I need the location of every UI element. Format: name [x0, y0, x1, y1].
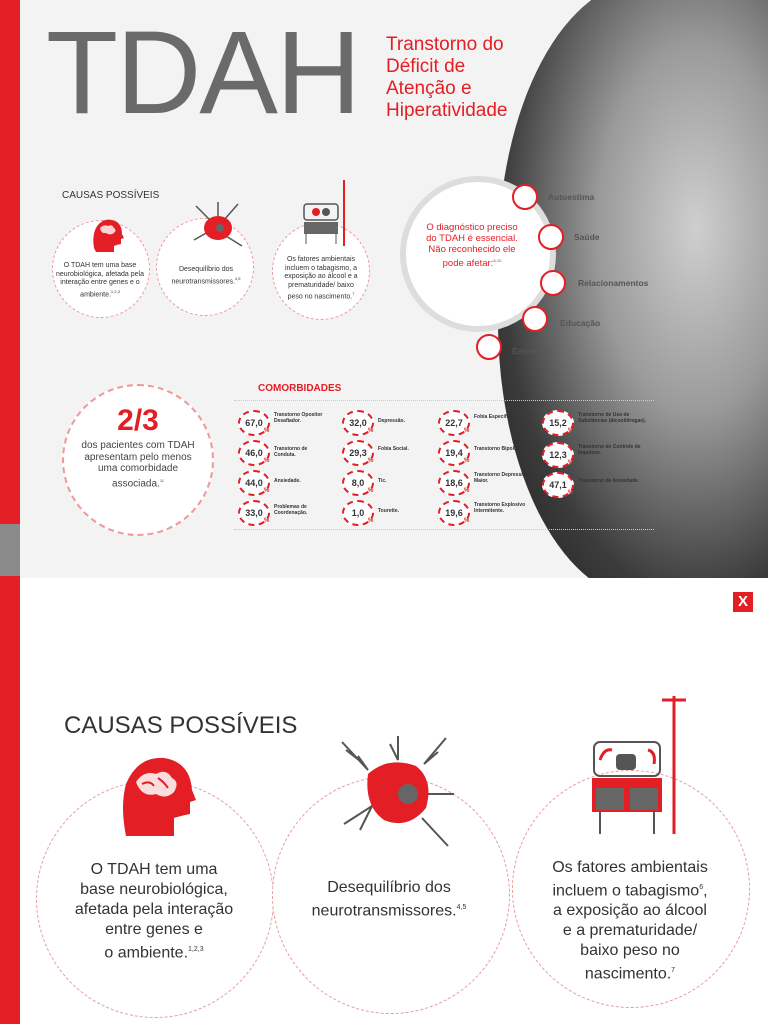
comorbidade-value: 33,0 [238, 500, 270, 526]
page-title: TDAH [46, 7, 360, 139]
causa-text-1: O TDAH tem uma base neurobiológica, afetada pela interação entre genes e o ambiente.$^{1,2,3}$ [74, 861, 234, 962]
pct-symbol: % [264, 458, 270, 464]
effect-label-relacionamentos: Relacionamentos [578, 278, 649, 288]
incubator-icon [300, 180, 356, 250]
comorbidade-label: Transtorno de Uso de Substâncias (álcool/drogas). [578, 412, 647, 424]
brand-sidebar [0, 0, 20, 1024]
causas-mini-heading: CAUSAS POSSÍVEIS [62, 190, 160, 201]
comorbidade-label: Tic. [378, 478, 387, 484]
causa-text-3: Os fatores ambientais incluem o tabagismo$^6$, a exposição ao álcool e a prematuridade/ baixo peso no nascimento.$^7$ [552, 859, 708, 983]
comorbidades-title: COMORBIDADES [258, 383, 342, 394]
pct-symbol: % [464, 488, 470, 494]
neuron-icon [338, 734, 458, 854]
causas-heading: CAUSAS POSSÍVEIS [64, 712, 298, 739]
pct-symbol: % [368, 458, 374, 464]
heart-icon [540, 270, 566, 296]
comorbidade-label: Fobia Social. [378, 446, 409, 452]
effect-label-autoestima: Autoestima [548, 192, 595, 202]
comorbidade-value: 19,6 [438, 500, 470, 526]
comorbidade-label: Transtorno de Controle de Impulsos. [578, 444, 641, 456]
comorbidade-value: 8,0 [342, 470, 374, 496]
comorbidade-label: Ansiedade. [274, 478, 301, 484]
effect-label-emprego: Emprego [512, 346, 549, 356]
effect-label-educacao: Educação [560, 318, 601, 328]
worker-icon [476, 334, 502, 360]
incubator-icon [590, 694, 690, 844]
comorbidade-label: Fobia Específica. [474, 414, 515, 420]
pct-symbol: % [464, 428, 470, 434]
comorbidade-label: Transtorno Explosivo Intermitente. [474, 502, 526, 514]
pct-symbol: % [368, 518, 374, 524]
brain-head-icon [86, 214, 126, 254]
comorbidade-value: 29,3 [342, 440, 374, 466]
effect-label-saude: Saúde [574, 232, 600, 242]
comorbidade-label: Transtorno Bipolar. [474, 446, 520, 452]
comorbidade-value: 32,0 [342, 410, 374, 436]
pct-symbol: % [368, 428, 374, 434]
scroll-tab[interactable] [0, 524, 20, 576]
pct-symbol: % [568, 428, 574, 434]
pct-symbol: % [568, 490, 574, 496]
pct-symbol: % [264, 428, 270, 434]
causa-mini-text-3: Os fatores ambientais incluem o tabagismo, a exposição ao álcool e a prematuridade/ baixo peso no nascimento.$^7$ [284, 256, 358, 301]
pct-symbol: % [368, 488, 374, 494]
comorbidade-value: 44,0 [238, 470, 270, 496]
close-button[interactable]: X [733, 592, 753, 612]
pct-symbol: % [568, 460, 574, 466]
health-icon [538, 224, 564, 250]
page-subtitle: Transtorno do Déficit de Atenção e Hiperatividade [386, 34, 508, 121]
stat-fraction: 2/3 [117, 404, 159, 437]
comorbidade-value: 46,0 [238, 440, 270, 466]
causa-text-2: Desequilíbrio dos neurotransmissores.$^{4,5}$ [311, 879, 467, 920]
causa-mini-text-1: O TDAH tem uma base neurobiológica, afetada pela interação entre genes e o ambiente.$^{1,2,3}$ [56, 262, 144, 298]
comorbidade-value: 18,6 [438, 470, 470, 496]
comorbidade-value: 47,1 [542, 472, 574, 498]
book-icon [522, 306, 548, 332]
pct-symbol: % [464, 458, 470, 464]
comorbidade-label: Problemas de Coordenação. [274, 504, 308, 516]
stat-text: dos pacientes com TDAH apresentam pelo menos uma comorbidade associada.$^{11}$ [81, 440, 195, 489]
comorbidade-label: Transtorno Depressivo Maior. [474, 472, 529, 484]
diagnostico-text: O diagnóstico preciso do TDAH é essencial. Não reconhecido ele pode afetar:$^{8-10}$ [426, 222, 518, 270]
smile-icon [512, 184, 538, 210]
comorbidade-label: Depressão. [378, 418, 405, 424]
brain-head-icon [108, 748, 200, 840]
comorbidade-value: 15,2 [542, 410, 574, 436]
comorbidade-value: 22,7 [438, 410, 470, 436]
pct-symbol: % [264, 488, 270, 494]
comorbidade-label: Transtorno de Ansiedade. [578, 478, 640, 484]
comorbidade-value: 19,4 [438, 440, 470, 466]
neuron-icon [190, 200, 246, 256]
comorbidade-label: Tourette. [378, 508, 400, 514]
causa-mini-text-2: Desequilíbrio dos neurotransmissores.$^{4,5}$ [171, 266, 241, 285]
comorbidade-value: 1,0 [342, 500, 374, 526]
comorbidade-label: Transtorno de Conduta. [274, 446, 308, 458]
comorbidade-label: Transtorno Opositor Desafiador. [274, 412, 323, 424]
pct-symbol: % [264, 518, 270, 524]
pct-symbol: % [464, 518, 470, 524]
comorbidade-value: 12,3 [542, 442, 574, 468]
comorbidade-value: 67,0 [238, 410, 270, 436]
